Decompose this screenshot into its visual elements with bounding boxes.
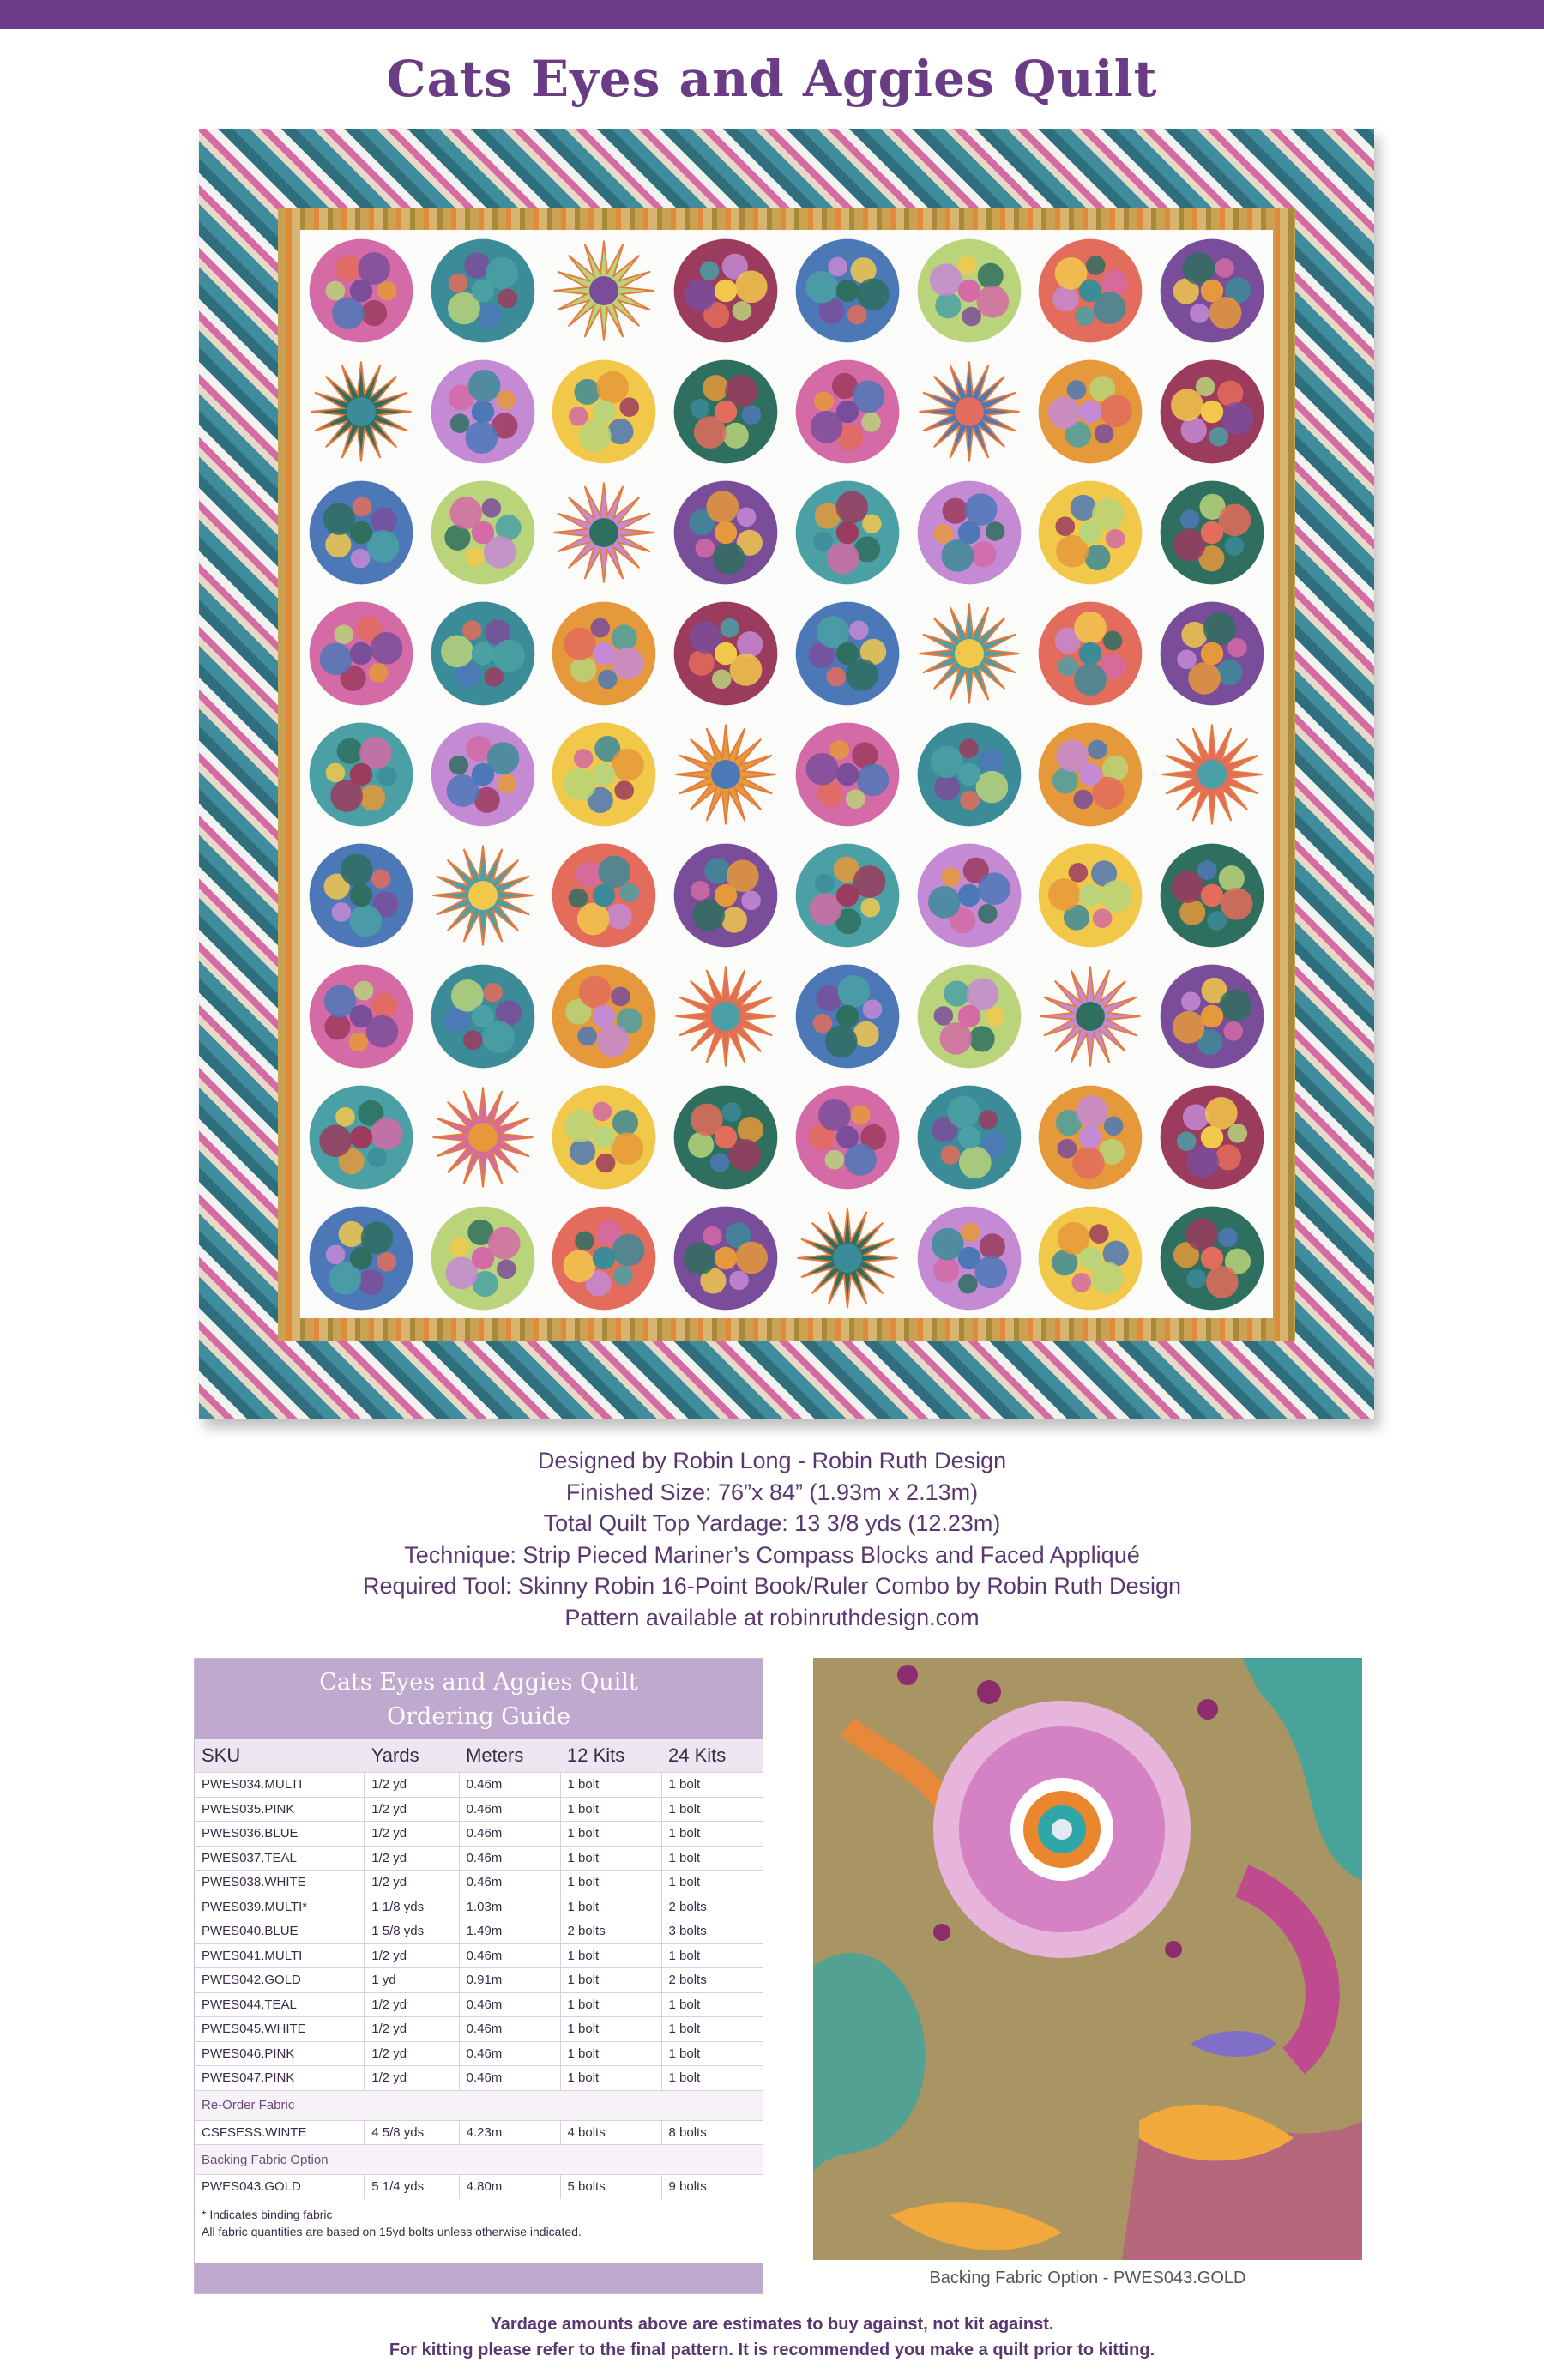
quilt-block xyxy=(665,1197,787,1318)
quilt-block xyxy=(665,835,787,955)
table-cell: PWES047.PINK xyxy=(195,2066,365,2091)
ordering-notes xyxy=(195,2199,763,2240)
compass-block xyxy=(305,355,418,468)
table-cell: 1/2 yd xyxy=(365,1846,459,1871)
circle-block xyxy=(547,839,660,952)
technique-line: Technique: Strip Pieced Mariner’s Compass Blocks and Faced Appliqué xyxy=(404,1541,1140,1568)
table-cell: 2 bolts xyxy=(560,1919,661,1944)
table-cell: 0.46m xyxy=(459,2017,560,2042)
quilt-block xyxy=(1030,835,1152,955)
quilt-block xyxy=(787,955,908,1076)
table-row xyxy=(195,1943,763,1968)
circle-block xyxy=(1155,1081,1269,1194)
table-cell: 2 bolts xyxy=(661,1895,763,1919)
table-cell: PWES036.BLUE xyxy=(195,1822,365,1847)
table-cell: 1 bolt xyxy=(560,1943,661,1968)
quilt-block xyxy=(1030,230,1152,351)
quilt-block xyxy=(787,472,908,593)
quilt-block xyxy=(1151,230,1273,351)
circle-block xyxy=(1034,355,1147,468)
table-cell: 1/2 yd xyxy=(365,1797,459,1822)
quilt-block xyxy=(665,955,787,1076)
table-cell: 1 bolt xyxy=(560,1773,661,1798)
circle-block xyxy=(305,718,418,831)
quilt-block xyxy=(300,714,422,835)
ordering-guide-header xyxy=(195,1659,763,1739)
disclaimer-line-2: For kitting please refer to the final pattern. It is recommended you make a quilt prior to kitting. xyxy=(389,2341,1155,2359)
quilt-block xyxy=(908,230,1030,351)
circle-block xyxy=(426,597,540,710)
backing-section xyxy=(195,2145,763,2175)
compass-block xyxy=(1155,718,1269,831)
compass-block xyxy=(547,476,660,589)
table-cell: 1 bolt xyxy=(661,1943,763,1968)
reorder-section-label: Re-Order Fabric xyxy=(195,2090,763,2120)
reorder-section xyxy=(195,2090,763,2120)
table-cell: 0.46m xyxy=(459,1822,560,1847)
circle-block xyxy=(1034,839,1147,952)
table-cell: PWES044.TEAL xyxy=(195,1992,365,2017)
table-cell: 1 bolt xyxy=(661,1871,763,1895)
quilt-block xyxy=(908,472,1030,593)
quilt-block xyxy=(1030,1197,1152,1318)
table-cell: 0.46m xyxy=(459,1943,560,1968)
quilt-block xyxy=(544,1076,666,1197)
quilt-block xyxy=(787,1197,908,1318)
circle-block xyxy=(426,1202,540,1315)
circle-block xyxy=(791,476,904,589)
table-cell: 1 1/8 yds xyxy=(365,1895,459,1919)
circle-block xyxy=(305,476,418,589)
quilt-block xyxy=(544,955,666,1076)
circle-block xyxy=(669,839,782,952)
compass-block xyxy=(913,355,1026,468)
quilt-block xyxy=(544,593,666,714)
table-row xyxy=(195,2017,763,2042)
circle-block xyxy=(791,234,904,347)
table-cell: 1/2 yd xyxy=(365,2041,459,2066)
table-cell: PWES046.PINK xyxy=(195,2041,365,2066)
table-row xyxy=(195,1895,763,1919)
table-row xyxy=(195,1773,763,1798)
quilt-block xyxy=(908,1197,1030,1318)
quilt-block xyxy=(422,1076,544,1197)
table-cell: 0.46m xyxy=(459,2066,560,2091)
ordering-guide xyxy=(194,1658,763,2294)
quilt-block xyxy=(787,230,908,351)
table-header-row xyxy=(195,1739,763,1773)
table-cell: 0.46m xyxy=(459,1846,560,1871)
binding-note: * Indicates binding fabric xyxy=(202,2207,333,2221)
quilt-block xyxy=(1030,714,1152,835)
table-cell: PWES045.WHITE xyxy=(195,2017,365,2042)
quilt-block xyxy=(1030,593,1152,714)
table-cell: 1 bolt xyxy=(661,1822,763,1847)
quilt-block xyxy=(908,351,1030,472)
table-cell: 8 bolts xyxy=(661,2120,763,2145)
quilt-block xyxy=(665,472,787,593)
circle-block xyxy=(305,234,418,347)
quilt-block xyxy=(908,835,1030,955)
circle-block xyxy=(669,476,782,589)
circle-block xyxy=(913,960,1026,1073)
required-tool-line: Required Tool: Skinny Robin 16-Point Book/Ruler Combo by Robin Ruth Design xyxy=(362,1573,1182,1599)
circle-block xyxy=(547,1202,660,1315)
circle-block xyxy=(1034,476,1147,589)
table-cell: 1/2 yd xyxy=(365,1822,459,1847)
circle-block xyxy=(305,1202,418,1315)
table-cell: PWES041.MULTI xyxy=(195,1943,365,1968)
circle-block xyxy=(1155,355,1269,468)
table-cell: 1/2 yd xyxy=(365,1992,459,2017)
backing-section-label: Backing Fabric Option xyxy=(195,2145,763,2175)
quilt-image xyxy=(199,129,1374,1419)
table-cell: PWES035.PINK xyxy=(195,1797,365,1822)
compass-block xyxy=(426,1081,540,1194)
quilt-block xyxy=(1151,472,1273,593)
table-cell: 1 5/8 yds xyxy=(365,1919,459,1944)
column-header: 24 Kits xyxy=(661,1739,763,1773)
circle-block xyxy=(913,1202,1026,1315)
circle-block xyxy=(669,355,782,468)
quilt-block xyxy=(665,1076,787,1197)
table-cell: 1 bolt xyxy=(661,1992,763,2017)
table-cell: 5 1/4 yds xyxy=(365,2175,459,2199)
circle-block xyxy=(426,234,540,347)
table-cell: 1 bolt xyxy=(661,1846,763,1871)
table-row xyxy=(195,1919,763,1944)
circle-block xyxy=(1034,234,1147,347)
table-cell: 1/2 yd xyxy=(365,1943,459,1968)
circle-block xyxy=(305,597,418,710)
circle-block xyxy=(791,597,904,710)
quilt-block xyxy=(1151,955,1273,1076)
quilt-block xyxy=(300,593,422,714)
table-cell: 1/2 yd xyxy=(365,2017,459,2042)
table-cell: 1.03m xyxy=(459,1895,560,1919)
table-cell: 4 5/8 yds xyxy=(365,2120,459,2145)
quilt-block xyxy=(787,351,908,472)
quilt-block xyxy=(422,593,544,714)
quilt-block xyxy=(908,955,1030,1076)
table-cell: 1 bolt xyxy=(560,1822,661,1847)
compass-block xyxy=(426,839,540,952)
circle-block xyxy=(791,355,904,468)
table-cell: PWES040.BLUE xyxy=(195,1919,365,1944)
quilt-block xyxy=(787,835,908,955)
quilt-block xyxy=(1030,351,1152,472)
pattern-info xyxy=(0,1445,1544,1633)
quilt-block xyxy=(544,472,666,593)
compass-block xyxy=(669,718,782,831)
table-cell: 1 bolt xyxy=(661,2066,763,2091)
table-cell: 4 bolts xyxy=(560,2120,661,2145)
ordering-table xyxy=(195,1739,763,2199)
quilt-block xyxy=(1030,472,1152,593)
compass-block xyxy=(547,234,660,347)
circle-block xyxy=(547,597,660,710)
circle-block xyxy=(791,839,904,952)
table-cell: 1 bolt xyxy=(560,1895,661,1919)
table-cell: CSFSESS.WINTE xyxy=(195,2120,365,2145)
circle-block xyxy=(669,1081,782,1194)
quilt-block xyxy=(665,351,787,472)
table-cell: 2 bolts xyxy=(661,1968,763,1993)
quilt-block xyxy=(1151,593,1273,714)
quilt-block xyxy=(422,351,544,472)
circle-block xyxy=(426,476,540,589)
quilt-block xyxy=(1151,714,1273,835)
pattern-link-line: Pattern available at robinruthdesign.com xyxy=(564,1604,980,1630)
circle-block xyxy=(913,234,1026,347)
column-header: Meters xyxy=(459,1739,560,1773)
ordering-guide-footer-bar xyxy=(195,2263,763,2293)
table-cell: 1 bolt xyxy=(560,2017,661,2042)
circle-block xyxy=(1034,718,1147,831)
table-cell: PWES034.MULTI xyxy=(195,1773,365,1798)
quilt-block xyxy=(1151,835,1273,955)
circle-block xyxy=(669,1202,782,1315)
circle-block xyxy=(1034,597,1147,710)
quilt-block xyxy=(908,593,1030,714)
table-cell: 4.80m xyxy=(459,2175,560,2199)
table-cell: 1 bolt xyxy=(560,1992,661,2017)
table-cell: 1/2 yd xyxy=(365,2066,459,2091)
table-row xyxy=(195,1871,763,1895)
table-cell: 1 bolt xyxy=(560,1871,661,1895)
quilt-block xyxy=(422,714,544,835)
column-header: SKU xyxy=(195,1739,365,1773)
circle-block xyxy=(669,597,782,710)
table-cell: 1/2 yd xyxy=(365,1773,459,1798)
circle-block xyxy=(426,718,540,831)
compass-block xyxy=(913,597,1026,710)
quilt-block xyxy=(1151,1197,1273,1318)
circle-block xyxy=(1155,476,1269,589)
circle-block xyxy=(791,1081,904,1194)
circle-block xyxy=(547,1081,660,1194)
table-cell: 5 bolts xyxy=(560,2175,661,2199)
table-row xyxy=(195,2066,763,2091)
quilt-block xyxy=(300,955,422,1076)
quilt-block xyxy=(665,593,787,714)
circle-block xyxy=(547,718,660,831)
quilt-block xyxy=(300,472,422,593)
quilt-block xyxy=(300,351,422,472)
circle-block xyxy=(305,1081,418,1194)
quilt-block xyxy=(544,1197,666,1318)
quilt-center-field xyxy=(300,230,1273,1318)
quilt-block xyxy=(1030,955,1152,1076)
compass-block xyxy=(791,1202,904,1315)
quilt-block xyxy=(544,351,666,472)
table-cell: PWES039.MULTI* xyxy=(195,1895,365,1919)
table-row xyxy=(195,1797,763,1822)
disclaimer-line-1: Yardage amounts above are estimates to buy against, not kit against. xyxy=(490,2315,1054,2334)
quilt-block xyxy=(908,714,1030,835)
quilt-block xyxy=(665,714,787,835)
quilt-block xyxy=(300,230,422,351)
column-header: Yards xyxy=(365,1739,459,1773)
table-cell: 1 bolt xyxy=(560,2041,661,2066)
quilt-block xyxy=(422,1197,544,1318)
circle-block xyxy=(1034,1202,1147,1315)
circle-block xyxy=(547,355,660,468)
table-cell: 0.46m xyxy=(459,1992,560,2017)
quilt-block xyxy=(1151,1076,1273,1197)
quilt-block xyxy=(544,230,666,351)
ordering-guide-subtitle: Ordering Guide xyxy=(387,1703,570,1730)
compass-block xyxy=(1034,960,1147,1073)
circle-block xyxy=(305,960,418,1073)
quilt-block xyxy=(787,1076,908,1197)
quilt-block-grid xyxy=(300,230,1273,1318)
page-title: Cats Eyes and Aggies Quilt xyxy=(386,50,1158,108)
table-cell: 1 bolt xyxy=(661,2041,763,2066)
table-cell: 1 bolt xyxy=(661,2017,763,2042)
circle-block xyxy=(1155,839,1269,952)
table-row xyxy=(195,2041,763,2066)
table-cell: 0.46m xyxy=(459,1797,560,1822)
quilt-block xyxy=(787,714,908,835)
circle-block xyxy=(426,355,540,468)
table-row xyxy=(195,1846,763,1871)
table-body xyxy=(195,1773,763,2199)
quilt-block xyxy=(422,955,544,1076)
table-cell: 1 bolt xyxy=(560,1968,661,1993)
circle-block xyxy=(305,839,418,952)
circle-block xyxy=(1155,597,1269,710)
table-cell: 0.46m xyxy=(459,1871,560,1895)
table-cell: 1 bolt xyxy=(560,1797,661,1822)
quilt-block xyxy=(908,1076,1030,1197)
table-cell: PWES037.TEAL xyxy=(195,1846,365,1871)
table-cell: 1 bolt xyxy=(661,1797,763,1822)
quilt-block xyxy=(422,835,544,955)
table-row xyxy=(195,1822,763,1847)
circle-block xyxy=(791,960,904,1073)
circle-block xyxy=(913,718,1026,831)
quilt-block xyxy=(422,230,544,351)
table-cell: PWES042.GOLD xyxy=(195,1968,365,1993)
quilt-block xyxy=(787,593,908,714)
backing-fabric-art xyxy=(813,1658,1362,2260)
table-cell: 1/2 yd xyxy=(365,1871,459,1895)
quilt-block xyxy=(1151,351,1273,472)
table-cell: 3 bolts xyxy=(661,1919,763,1944)
table-cell: 1 bolt xyxy=(560,2066,661,2091)
circle-block xyxy=(913,839,1026,952)
circle-block xyxy=(913,1081,1026,1194)
quilt-block xyxy=(300,835,422,955)
circle-block xyxy=(913,476,1026,589)
table-cell: 1 yd xyxy=(365,1968,459,1993)
circle-block xyxy=(791,718,904,831)
table-cell: PWES038.WHITE xyxy=(195,1871,365,1895)
quilt-block xyxy=(665,230,787,351)
table-cell: 9 bolts xyxy=(661,2175,763,2199)
quilt-block xyxy=(544,714,666,835)
table-cell: 0.91m xyxy=(459,1968,560,1993)
yardage-disclaimer xyxy=(0,2311,1544,2363)
top-accent-bar xyxy=(0,0,1544,29)
table-row xyxy=(195,1992,763,2017)
circle-block xyxy=(1155,1202,1269,1315)
circle-block xyxy=(547,960,660,1073)
column-header: 12 Kits xyxy=(560,1739,661,1773)
circle-block xyxy=(1155,234,1269,347)
circle-block xyxy=(669,234,782,347)
quilt-block xyxy=(422,472,544,593)
quilt-block xyxy=(300,1197,422,1318)
table-cell: 1 bolt xyxy=(560,1846,661,1871)
table-cell: PWES043.GOLD xyxy=(195,2175,365,2199)
circle-block xyxy=(1034,1081,1147,1194)
quilt-block xyxy=(1030,1076,1152,1197)
table-cell: 1.49m xyxy=(459,1919,560,1944)
ordering-guide-title: Cats Eyes and Aggies Quilt xyxy=(319,1669,638,1696)
circle-block xyxy=(1155,960,1269,1073)
compass-block xyxy=(669,960,782,1073)
table-row xyxy=(195,1968,763,1993)
table-cell: 0.46m xyxy=(459,2041,560,2066)
table-cell: 0.46m xyxy=(459,1773,560,1798)
quilt-block xyxy=(300,1076,422,1197)
yardage-line: Total Quilt Top Yardage: 13 3/8 yds (12.23m) xyxy=(543,1510,1001,1536)
bolt-note: All fabric quantities are based on 15yd bolts unless otherwise indicated. xyxy=(202,2224,582,2238)
circle-block xyxy=(426,960,540,1073)
table-row xyxy=(195,2175,763,2199)
table-row xyxy=(195,2120,763,2145)
quilt-block xyxy=(544,835,666,955)
designer-line: Designed by Robin Long - Robin Ruth Design xyxy=(537,1448,1007,1473)
table-cell: 4.23m xyxy=(459,2120,560,2145)
finished-size-line: Finished Size: 76”x 84” (1.93m x 2.13m) xyxy=(565,1479,979,1505)
backing-fabric-caption: Backing Fabric Option - PWES043.GOLD xyxy=(929,2269,1246,2287)
table-cell: 1 bolt xyxy=(661,1773,763,1798)
backing-fabric-image xyxy=(813,1658,1362,2260)
